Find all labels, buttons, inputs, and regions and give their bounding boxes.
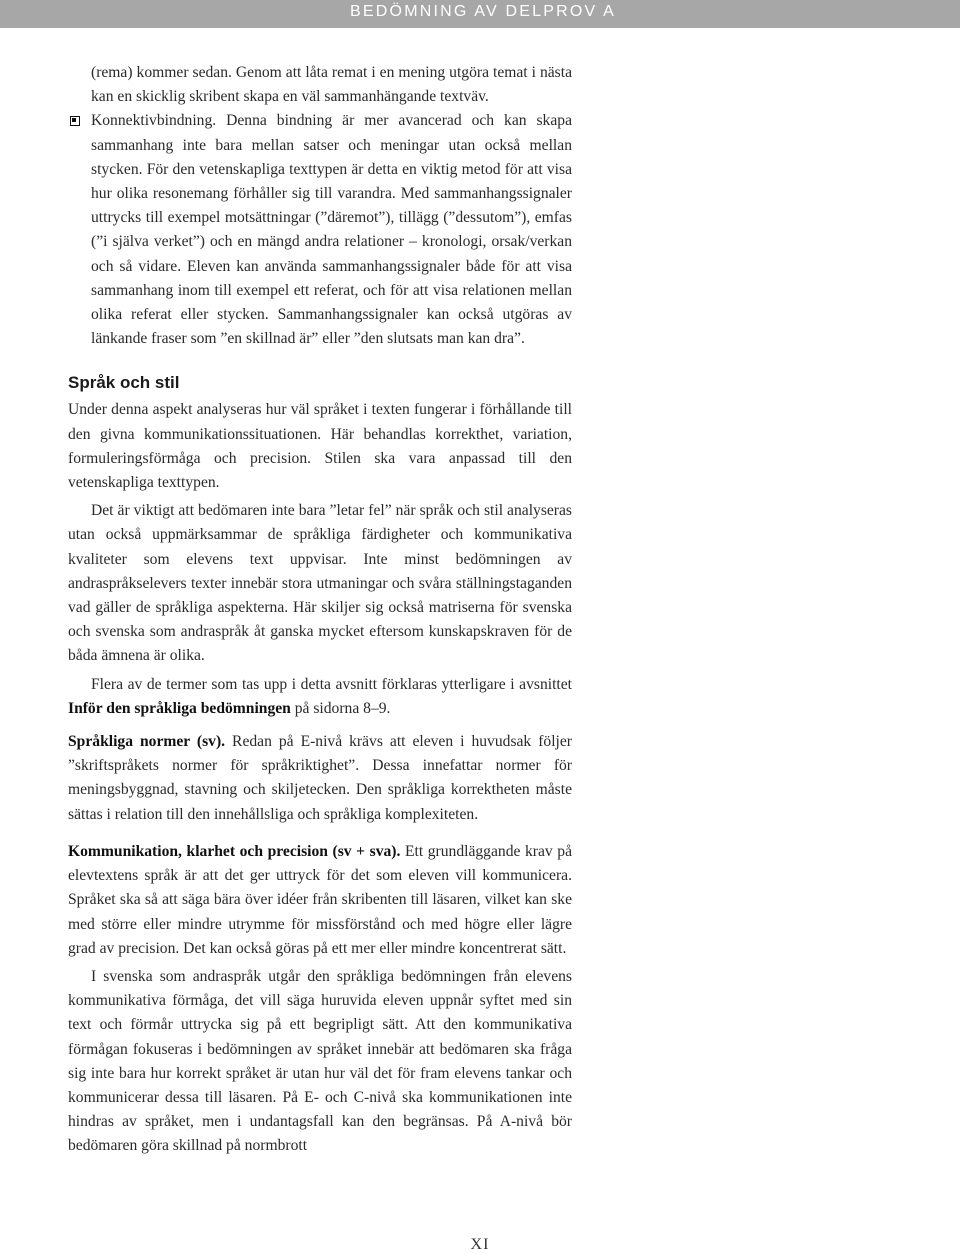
section-paragraph-1: Under denna aspekt analyseras hur väl språket i texten fungerar i förhållande till den givna kommunikationssituationen. Här behandlas korrekthet, variation, formuleringsförmåga och precision. Stilen ska vara anpassad till den vetenskapliga texttypen.	[68, 401, 572, 492]
communication-text: Ett grundläggande krav på elevtextens språk är att det ger uttryck för det som eleven vill kommunicera. Språket ska så att säga bära över idéer från skribenten till läsaren, vilket kan ske med större eller mindre utrymme för missförstånd och med högre eller lägre grad av precision. Det kan också göras på ett mer eller mindre koncentrerat sätt.	[68, 842, 572, 957]
section-paragraph-2: Det är viktigt att bedömaren inte bara ”letar fel” när språk och stil analyseras utan också uppmärksammar de språkliga färdigheter och kommunikativa kvaliteter som elevens text uppvisar. Inte minst bedömningen av andraspråkselevers texter innebär stora utmaningar och svåra ställningstaganden vad gäller de språkliga aspekterna. Här skiljer sig också matriserna för svenska och svenska som andraspråk åt ganska mycket eftersom kunskapskraven för de båda ämnena är olika.	[68, 502, 572, 665]
intro-continuation-paragraph: (rema) kommer sedan. Genom att låta remat i en mening utgöra temat i nästa kan en skicklig skribent skapa en väl sammanhängande textväv.	[91, 64, 572, 106]
running-header-title: BEDÖMNING AV DELPROV A	[350, 3, 616, 20]
page-number: XI	[470, 1236, 490, 1253]
bullet-item-konnektivbindning	[68, 109, 572, 351]
communication-term: Kommunikation, klarhet och precision (sv + sva).	[68, 842, 401, 860]
square-bullet-icon	[70, 116, 80, 126]
cross-reference-title: Inför den språkliga bedömningen	[68, 699, 291, 717]
bullet-paragraph: Konnektivbindning. Denna bindning är mer avancerad och kan skapa sammanhang inte bara mellan satser och meningar utan också mellan stycken. För den vetenskapliga texttypen är detta en viktig metod för att visa hur olika resonemang förhåller sig till varandra. Med sammanhangssignaler uttrycks till exempel motsättningar (”däremot”), tillägg (”dessutom”), emfas (”i själva verket”) och en mängd andra relationer – kronologi, orsak/verkan och så vidare. Eleven kan använda sammanhangssignaler både för att visa sammanhang inom till exempel ett referat, och för att visa relationen mellan olika referat eller stycken. Sammanhangssignaler kan också utgöras av länkande fraser som ”en skillnad är” eller ”den slutsats man kan dra”.	[91, 112, 572, 348]
norms-text: Redan på E-nivå krävs att eleven i huvudsak följer ”skriftspråkets normer för språkriktighet”. Dessa innefattar normer för meningsbyggnad, stavning och skiljetecken. Den språkliga korrektheten måste sättas i relation till den innehållsliga och språkliga komplexiteten.	[68, 733, 572, 823]
norms-term: Språkliga normer (sv).	[68, 733, 226, 751]
communication-paragraph	[68, 840, 572, 961]
running-header	[0, 0, 960, 28]
page-body	[68, 61, 572, 1159]
paragraph-3-text-end: på sidorna 8–9.	[290, 699, 391, 717]
section-heading: Språk och stil	[68, 373, 180, 393]
paragraph-3-text-start: Flera av de termer som tas upp i detta avsnitt förklaras ytterligare i avsnittet	[91, 675, 572, 693]
section-paragraph-3	[68, 673, 572, 721]
communication-paragraph-2: I svenska som andraspråk utgår den språkliga bedömningen från elevens kommunikativa förmåga, det vill säga huruvida eleven uppnår syftet med sin text och förmår uttrycka sig på ett begripligt sätt. Att den kommunikativa förmågan fokuseras i bedömningen av språket innebär att bedömaren ska fråga sig inte bara hur korrekt språket är utan hur väl det för fram elevens tankar och kommunicerar dessa till läsaren. På E- och C-nivå ska kommunikationen inte hindras av språket, men i undantagsfall kan den begränsas. På A-nivå bör bedömaren göra skillnad på normbrott	[68, 967, 572, 1155]
norms-paragraph	[68, 730, 572, 827]
